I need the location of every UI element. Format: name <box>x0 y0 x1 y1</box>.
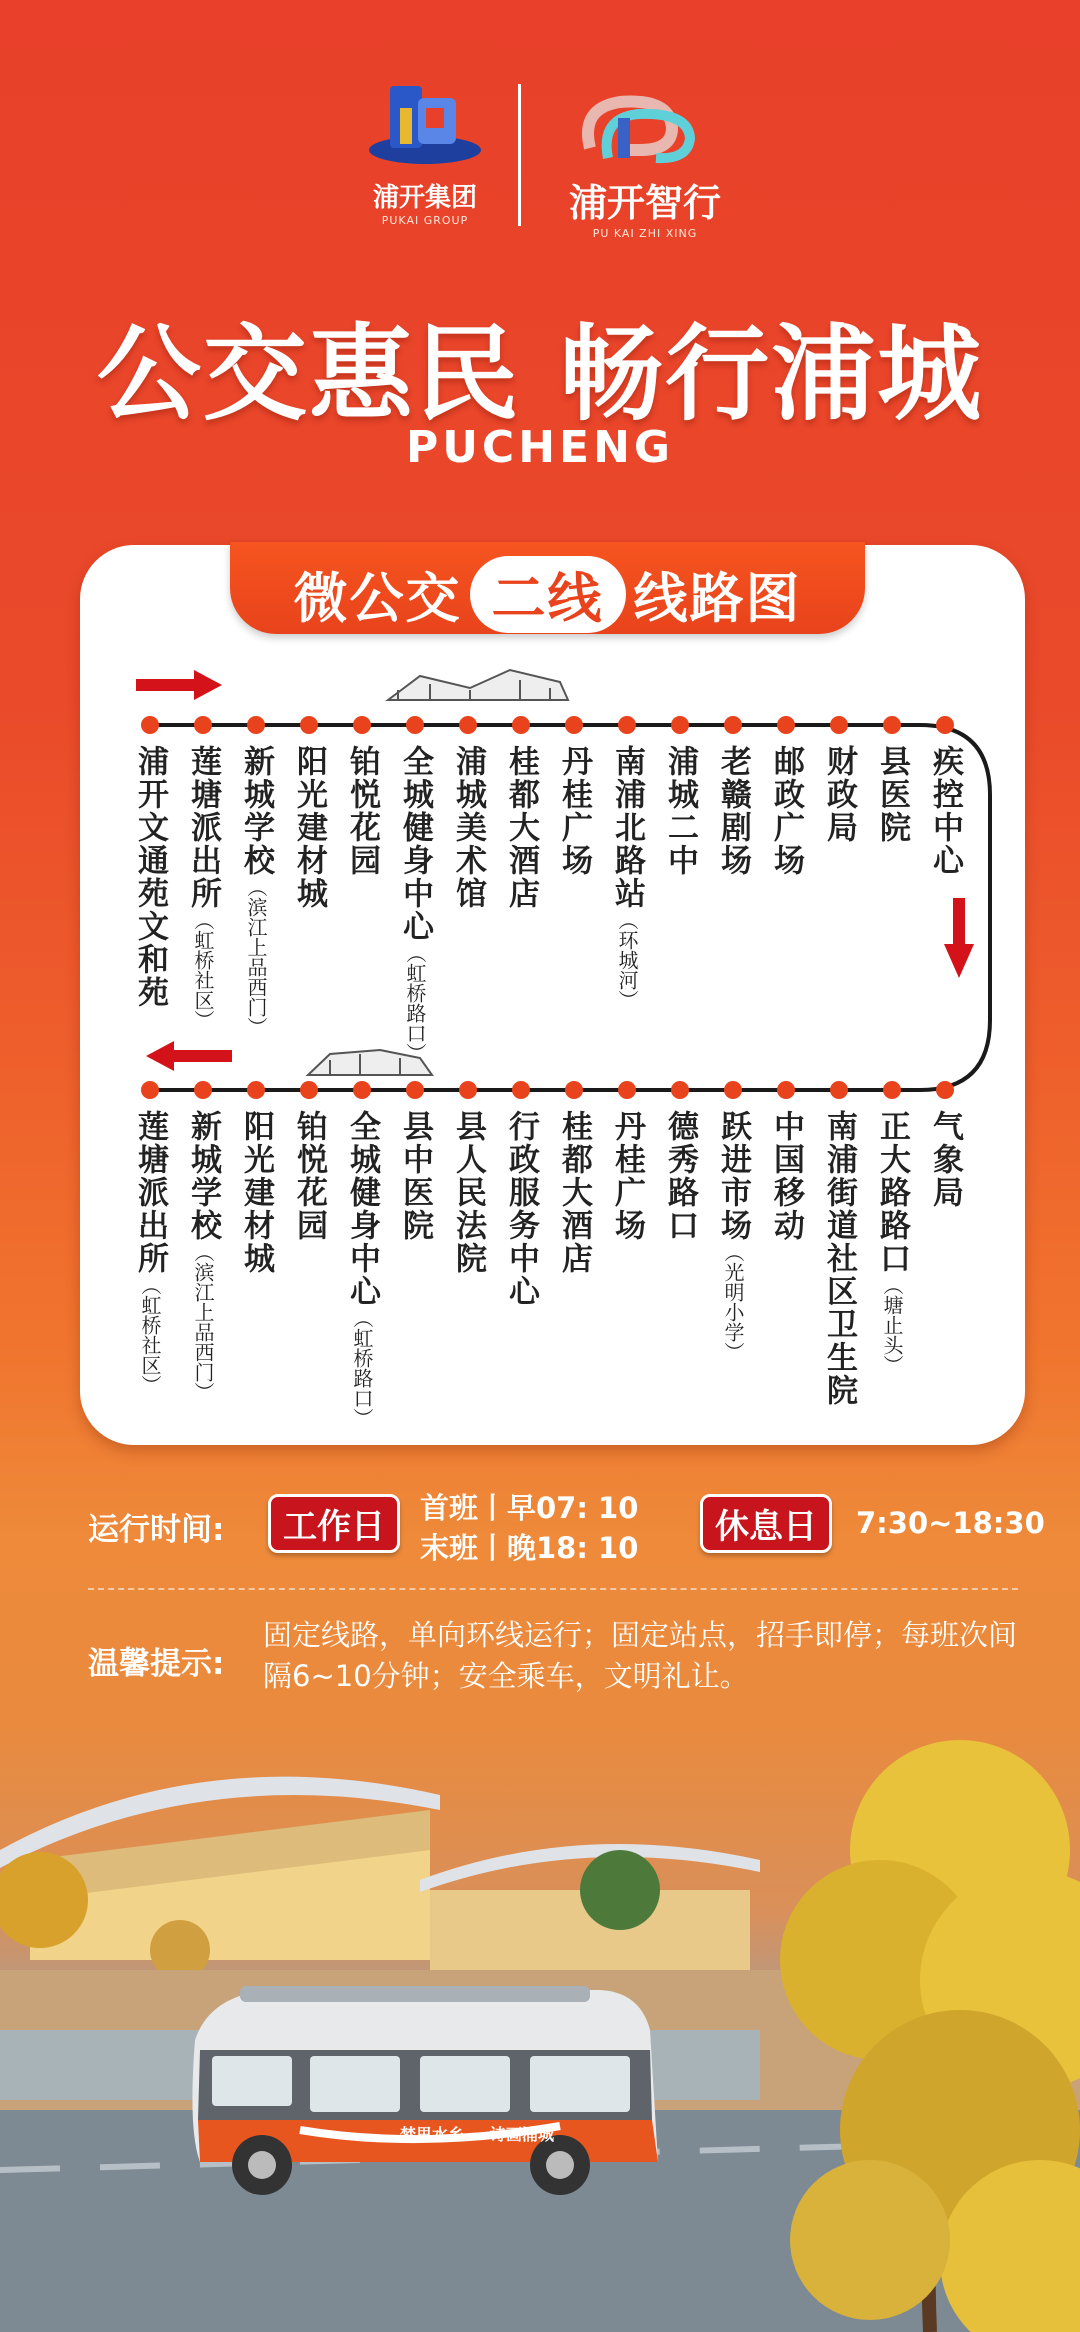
stop-dot <box>353 1081 371 1099</box>
stop-dot <box>724 716 742 734</box>
stop-dot <box>830 1081 848 1099</box>
station-name: 浦城二中 <box>662 745 698 877</box>
direction-arrow-left-icon <box>146 1041 232 1071</box>
station-label <box>819 1110 859 1407</box>
stop-dot <box>618 1081 636 1099</box>
station-note: （塘止头） <box>880 1275 904 1375</box>
station-name: 浦城美术馆 <box>450 745 486 910</box>
stop-dot <box>300 1081 318 1099</box>
title-pill: 二线 <box>470 556 626 633</box>
stop-dot <box>936 1081 954 1099</box>
stop-dot <box>883 716 901 734</box>
pukai-group-name: 浦开集团 <box>372 183 477 213</box>
station-label <box>660 745 700 877</box>
station-label <box>395 745 435 1063</box>
station-label <box>660 1110 700 1242</box>
stop-dot <box>512 716 530 734</box>
headline: 公交惠民 畅行浦城 <box>96 313 984 435</box>
stop-dot <box>618 716 636 734</box>
station-name: 铂悦花园 <box>344 745 380 877</box>
bus-slogan-2: 诗画浦城 <box>490 2125 555 2144</box>
stop-dot <box>883 1081 901 1099</box>
station-note: （光明小学） <box>721 1242 745 1362</box>
station-label <box>607 745 647 1010</box>
station-name: 财政局 <box>821 745 857 844</box>
station-label <box>342 1110 382 1428</box>
schedule-label: 运行时间: <box>88 1512 225 1548</box>
station-label <box>607 1110 647 1242</box>
station-name: 阳光建材城 <box>238 1110 274 1275</box>
bus-slogan-1: 梦里水乡 <box>400 2125 465 2144</box>
station-name: 跃进市场 <box>715 1110 751 1242</box>
station-label <box>872 745 912 844</box>
station-label <box>925 1110 965 1209</box>
stop-dot <box>671 716 689 734</box>
station-label <box>448 745 488 910</box>
station-note: （环城河） <box>615 910 639 1010</box>
stop-dot <box>194 716 212 734</box>
stop-dot <box>406 1081 424 1099</box>
station-name: 新城学校 <box>238 745 274 877</box>
stop-dot <box>459 716 477 734</box>
station-label <box>501 745 541 910</box>
stop-dot <box>247 716 265 734</box>
station-label <box>236 745 276 1037</box>
stop-dot <box>300 716 318 734</box>
station-name: 南浦北路站 <box>609 745 645 910</box>
station-label <box>713 745 753 877</box>
station-label <box>183 745 223 1030</box>
station-name: 县医院 <box>874 745 910 844</box>
stop-dot <box>247 1081 265 1099</box>
station-label <box>766 745 806 877</box>
weekend-hours: 7:30~18:30 <box>856 1506 1045 1540</box>
station-note: （虹桥路口） <box>403 943 427 1063</box>
station-label <box>130 745 170 1009</box>
headline-en: PUCHENG <box>405 422 675 473</box>
station-name: 莲塘派出所 <box>132 1110 168 1275</box>
station-label <box>925 745 965 877</box>
station-name: 莲塘派出所 <box>185 745 221 910</box>
station-name: 德秀路口 <box>662 1110 698 1242</box>
station-name: 邮政广场 <box>768 745 804 877</box>
direction-arrow-down-icon <box>944 898 974 978</box>
station-name: 气象局 <box>927 1110 963 1209</box>
station-name: 丹桂广场 <box>609 1110 645 1242</box>
stop-dot <box>459 1081 477 1099</box>
weekend-tag: 休息日 <box>700 1494 832 1553</box>
stop-dot <box>141 1081 159 1099</box>
station-note: （虹桥社区） <box>191 910 215 1030</box>
station-name: 疾控中心 <box>927 745 963 877</box>
station-label <box>289 1110 329 1242</box>
stop-dot <box>512 1081 530 1099</box>
stop-dot <box>777 1081 795 1099</box>
station-name: 全城健身中心 <box>397 745 433 943</box>
stop-dot <box>830 716 848 734</box>
direction-arrow-right-icon <box>136 670 222 700</box>
tips-text: 固定线路，单向环线运行；固定站点，招手即停；每班次间隔6~10分钟；安全乘车，文明礼让。 <box>263 1618 1018 1693</box>
station-name: 新城学校 <box>185 1110 221 1242</box>
stop-dot <box>565 716 583 734</box>
stop-dot <box>406 716 424 734</box>
tips-label: 温馨提示: <box>88 1646 225 1682</box>
station-name: 县人民法院 <box>450 1110 486 1275</box>
stop-dot <box>194 1081 212 1099</box>
station-label <box>554 745 594 877</box>
station-label <box>766 1110 806 1242</box>
station-label <box>236 1110 276 1275</box>
station-name: 浦开文通苑文和苑 <box>132 745 168 1009</box>
station-note: （滨江上品西门） <box>244 877 268 1037</box>
stop-dot <box>565 1081 583 1099</box>
station-name: 南浦街道社区卫生院 <box>821 1110 857 1407</box>
station-label <box>183 1110 223 1402</box>
station-name: 行政服务中心 <box>503 1110 539 1308</box>
weekday-tag: 工作日 <box>268 1494 400 1553</box>
station-name: 阳光建材城 <box>291 745 327 910</box>
city-bus-scene <box>0 1700 1080 2332</box>
station-label <box>130 1110 170 1395</box>
pukai-zhixing-sub: PU KAI ZHI XING <box>592 227 698 240</box>
title-post: 线路图 <box>633 567 802 630</box>
title-pre: 微公交 <box>293 567 462 630</box>
station-label <box>501 1110 541 1308</box>
station-name: 老赣剧场 <box>715 745 751 877</box>
station-label <box>872 1110 912 1375</box>
pukai-group-sub: PUKAI GROUP <box>381 214 469 227</box>
station-label <box>713 1110 753 1362</box>
stop-dot <box>777 716 795 734</box>
station-label <box>342 745 382 877</box>
station-label <box>554 1110 594 1275</box>
station-name: 铂悦花园 <box>291 1110 327 1242</box>
station-name: 丹桂广场 <box>556 745 592 877</box>
first-bus-time: 首班丨早07: 10 <box>420 1491 639 1525</box>
last-bus-time: 末班丨晚18: 10 <box>420 1531 639 1565</box>
stop-dot <box>141 716 159 734</box>
station-note: （滨江上品西门） <box>191 1242 215 1402</box>
station-name: 县中医院 <box>397 1110 433 1242</box>
station-label <box>289 745 329 910</box>
divider <box>88 1588 1018 1590</box>
station-name: 桂都大酒店 <box>503 745 539 910</box>
station-label <box>395 1110 435 1242</box>
schedule-row <box>88 1491 1045 1572</box>
stop-dot <box>671 1081 689 1099</box>
stop-dot <box>353 716 371 734</box>
station-name: 正大路路口 <box>874 1110 910 1275</box>
station-note: （虹桥路口） <box>350 1308 374 1428</box>
station-name: 桂都大酒店 <box>556 1110 592 1275</box>
station-note: （虹桥社区） <box>138 1275 162 1395</box>
station-label <box>448 1110 488 1275</box>
station-name: 中国移动 <box>768 1110 804 1242</box>
station-label <box>819 745 859 844</box>
stop-dot <box>724 1081 742 1099</box>
pukai-zhixing-name: 浦开智行 <box>568 181 721 225</box>
stop-dot <box>936 716 954 734</box>
station-name: 全城健身中心 <box>344 1110 380 1308</box>
building-sketch-icon <box>388 670 568 700</box>
